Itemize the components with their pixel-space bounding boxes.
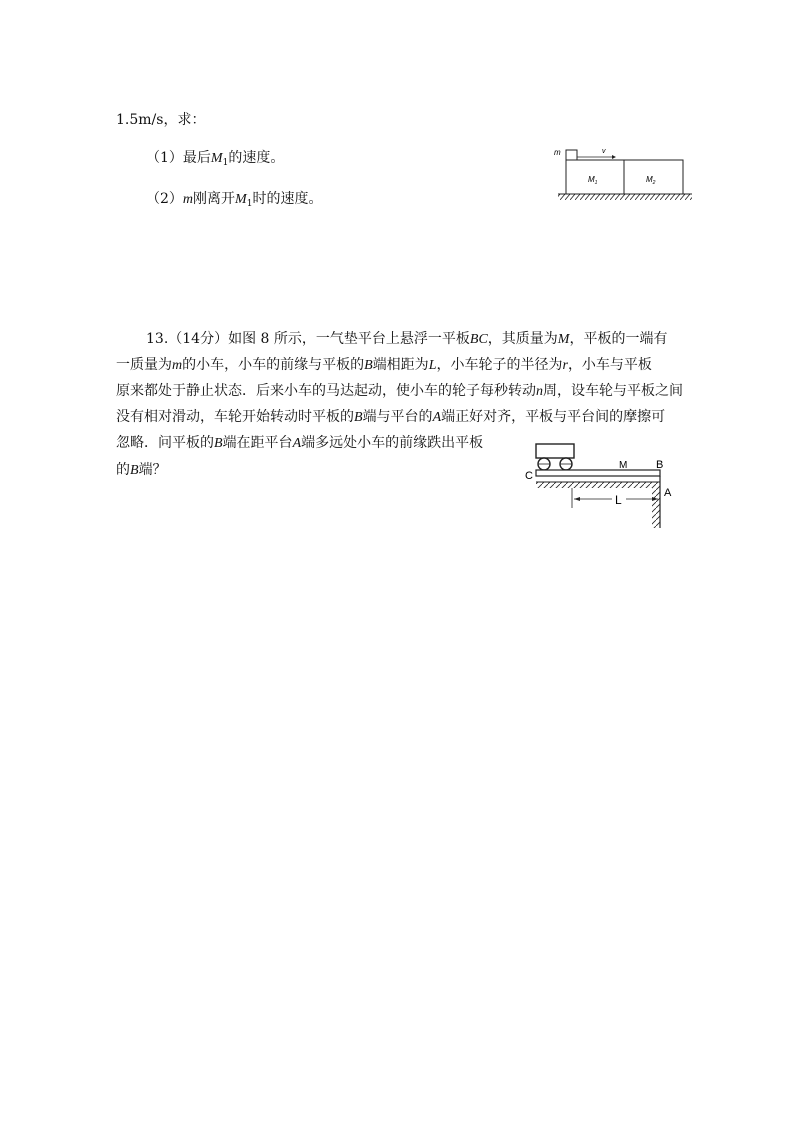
fig2-label-A: A: [664, 487, 672, 499]
figure-cart-plank: [524, 436, 684, 531]
p13-var-L: L: [428, 358, 437, 373]
p13-text: 13.（14分）如图 8 所示，一气垫平台上悬浮一平板: [146, 331, 470, 347]
p13-text: ，小车轮子的半径为: [436, 357, 563, 373]
intro-line: [116, 110, 205, 130]
cart-body: [536, 444, 574, 458]
question-1: [146, 148, 284, 173]
p13-text: ，平板的一端有: [569, 331, 668, 347]
block-M1: [566, 160, 624, 194]
p13-text: 端在距平台: [222, 435, 293, 451]
question-2: [146, 189, 322, 214]
fig2-label-B: B: [656, 459, 664, 471]
p13-text: 忽略．问平板的: [116, 435, 214, 451]
q1-post: 的速度。: [228, 150, 285, 166]
p13-line-4: [116, 407, 665, 428]
q2-number: （2）: [146, 191, 183, 207]
p13-var-B: B: [130, 463, 139, 478]
p13-var-A: A: [292, 436, 302, 451]
fig2-label-L: L: [615, 493, 622, 507]
fig1-label-m: m: [554, 148, 561, 157]
p13-line-1: [146, 329, 667, 350]
block-M2: [624, 160, 683, 194]
q1-sub: 1: [222, 158, 229, 168]
platform-hatch: [536, 482, 660, 488]
q1-number: （1）: [146, 150, 183, 166]
fig1-label-v: v: [602, 148, 606, 155]
velocity-arrow-head: [612, 155, 616, 159]
p13-text: ，其质量为: [487, 331, 558, 347]
intro-text: 1.5m/s，求：: [116, 112, 206, 128]
p13-var-r: r: [562, 358, 568, 373]
p13-text: 周，设车轮与平板之间: [543, 383, 683, 399]
p13-line-2: [116, 355, 652, 376]
q2-mid: 刚离开: [193, 191, 236, 207]
p13-text: ，小车与平板: [567, 357, 652, 373]
q1-var: M: [210, 151, 223, 166]
fig2-label-C: C: [525, 470, 533, 482]
p13-text: 端？: [138, 462, 167, 478]
fig1-label-M2: $M_2$: [646, 175, 656, 186]
fig2-label-M: M: [619, 460, 628, 471]
p13-var-M: M: [557, 332, 570, 347]
p13-text: 端相距为: [372, 357, 429, 373]
p13-text: 端与平台的: [362, 409, 433, 425]
p13-text: 的: [116, 462, 130, 478]
ground-hatch: [558, 194, 692, 200]
p13-text: 原来都处于静止状态．后来小车的马达起动，使小车的轮子每秒转动: [116, 383, 536, 399]
p13-text: 端正好对齐，平板与平台间的摩擦可: [441, 409, 666, 425]
q1-pre: 最后: [182, 150, 211, 166]
p13-line-3: [116, 381, 683, 402]
p13-var-B: B: [214, 436, 223, 451]
p13-var-B: B: [354, 410, 363, 425]
p13-var-n: n: [536, 384, 543, 399]
p13-text: 一质量为: [116, 357, 172, 373]
p13-var-BC: BC: [469, 332, 488, 347]
q2-sub: 1: [246, 199, 253, 209]
p13-text: 端多远处小车的前缘跌出平板: [301, 435, 484, 451]
dim-arrow-left: [574, 497, 580, 501]
p13-var-B: B: [364, 358, 373, 373]
p13-line-5: [116, 433, 483, 454]
p13-var-A: A: [432, 410, 442, 425]
wall-hatch: [652, 488, 660, 528]
figure-blocks: [550, 140, 700, 210]
p13-text: 的小车，小车的前缘与平板的: [182, 357, 365, 373]
small-block-m: [566, 150, 577, 160]
q2-post: 时的速度。: [252, 191, 323, 207]
fig1-label-M1: $M_1$: [588, 175, 598, 186]
q2-var2: M: [235, 192, 247, 207]
p13-text: 没有相对滑动，车轮开始转动时平板的: [116, 409, 354, 425]
p13-line-6: [116, 460, 167, 481]
q2-var1: m: [182, 192, 194, 207]
p13-var-m: m: [172, 358, 183, 373]
plank-BC: [536, 470, 660, 476]
